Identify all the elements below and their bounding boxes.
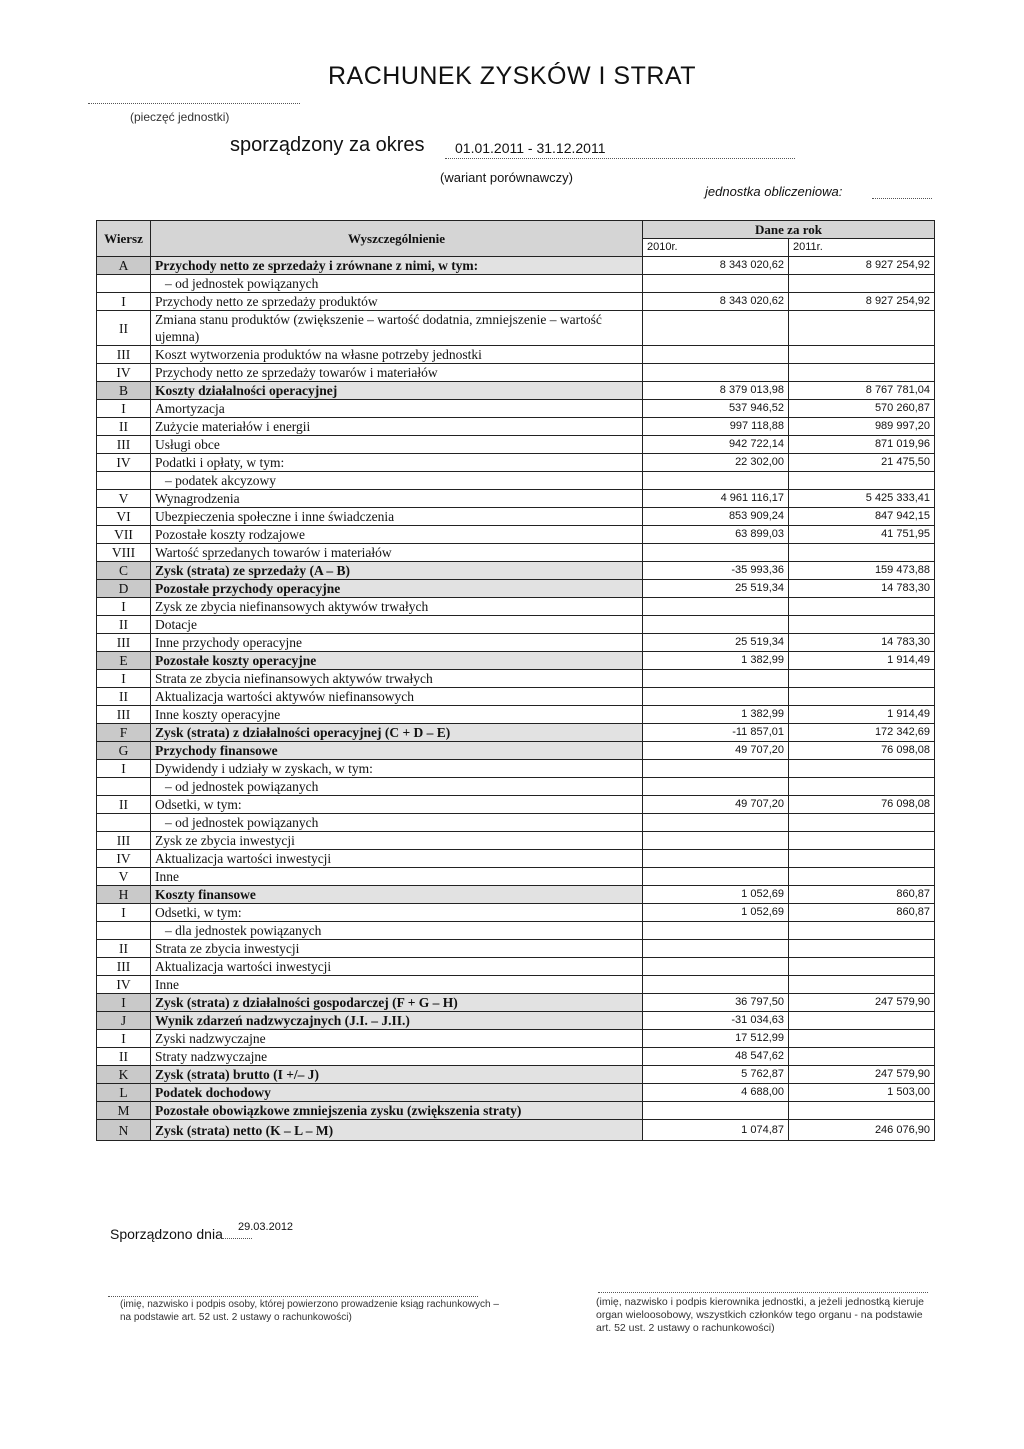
row-description: Pozostałe koszty rodzajowe <box>151 526 643 544</box>
row-value-2010: 1 052,69 <box>643 904 789 922</box>
row-value-2011: 159 473,88 <box>789 562 935 580</box>
row-value-2010: 1 074,87 <box>643 1120 789 1141</box>
seal-label: (pieczęć jednostki) <box>130 110 230 124</box>
document-title: RACHUNEK ZYSKÓW I STRAT <box>327 62 696 90</box>
row-description: Pozostałe koszty operacyjne <box>151 652 643 670</box>
row-value-2011: 860,87 <box>789 886 935 904</box>
row-value-2011 <box>789 1048 935 1066</box>
row-value-2010 <box>643 778 789 796</box>
row-number <box>97 275 151 293</box>
row-value-2010 <box>643 311 789 346</box>
row-description: Inne przychody operacyjne <box>151 634 643 652</box>
row-value-2011 <box>789 364 935 382</box>
table-row <box>97 580 935 598</box>
table-row <box>97 257 935 275</box>
row-number: C <box>97 562 151 580</box>
table-row <box>97 490 935 508</box>
row-description: Zużycie materiałów i energii <box>151 418 643 436</box>
row-number: III <box>97 634 151 652</box>
row-value-2011: 76 098,08 <box>789 742 935 760</box>
row-number: IV <box>97 454 151 472</box>
row-description: Inne <box>151 868 643 886</box>
table-row <box>97 760 935 778</box>
row-number: III <box>97 706 151 724</box>
row-value-2010: 48 547,62 <box>643 1048 789 1066</box>
row-description: Ubezpieczenia społeczne i inne świadczenia <box>151 508 643 526</box>
table-row <box>97 400 935 418</box>
row-description: Strata ze zbycia niefinansowych aktywów trwałych <box>151 670 643 688</box>
table-row <box>97 778 935 796</box>
row-description: Aktualizacja wartości inwestycji <box>151 850 643 868</box>
row-number: II <box>97 418 151 436</box>
row-description: Odsetki, w tym: <box>151 904 643 922</box>
row-value-2010 <box>643 850 789 868</box>
row-number: VI <box>97 508 151 526</box>
col-header-description: Wyszczególnienie <box>151 221 643 257</box>
col-header-year-2010: 2010r. <box>643 239 789 257</box>
row-value-2010: 853 909,24 <box>643 508 789 526</box>
period-label: sporządzony za okres <box>230 134 425 156</box>
row-value-2011 <box>789 976 935 994</box>
row-value-2010: 4 961 116,17 <box>643 490 789 508</box>
table-row <box>97 976 935 994</box>
table-row <box>97 724 935 742</box>
table-row <box>97 634 935 652</box>
row-value-2010 <box>643 346 789 364</box>
table-row <box>97 454 935 472</box>
row-value-2011 <box>789 832 935 850</box>
row-value-2011 <box>789 670 935 688</box>
row-value-2010: 17 512,99 <box>643 1030 789 1048</box>
row-number: VII <box>97 526 151 544</box>
row-description: Strata ze zbycia inwestycji <box>151 940 643 958</box>
row-number: III <box>97 832 151 850</box>
row-value-2010: 997 118,88 <box>643 418 789 436</box>
row-number: III <box>97 436 151 454</box>
row-description: Przychody netto ze sprzedaży i zrównane z nimi, w tym: <box>151 257 643 275</box>
row-value-2011: 5 425 333,41 <box>789 490 935 508</box>
row-value-2010 <box>643 544 789 562</box>
table-row <box>97 670 935 688</box>
table-row <box>97 922 935 940</box>
row-number: II <box>97 940 151 958</box>
row-number: M <box>97 1102 151 1120</box>
row-description: Zmiana stanu produktów (zwiększenie – wartość dodatnia, zmniejszenie – wartość ujemna) <box>151 311 643 346</box>
row-value-2010 <box>643 832 789 850</box>
row-number: III <box>97 346 151 364</box>
seal-dotted-line <box>88 103 300 104</box>
row-description: Aktualizacja wartości inwestycji <box>151 958 643 976</box>
row-value-2010: 537 946,52 <box>643 400 789 418</box>
period-value: 01.01.2011 - 31.12.2011 <box>455 140 606 156</box>
row-value-2011: 14 783,30 <box>789 634 935 652</box>
row-value-2010 <box>643 868 789 886</box>
row-value-2010: -35 993,36 <box>643 562 789 580</box>
row-value-2011: 41 751,95 <box>789 526 935 544</box>
row-value-2010: 8 343 020,62 <box>643 293 789 311</box>
row-description: Zysk ze zbycia inwestycji <box>151 832 643 850</box>
table-row <box>97 940 935 958</box>
row-number: G <box>97 742 151 760</box>
row-description: Koszt wytworzenia produktów na własne potrzeby jednostki <box>151 346 643 364</box>
row-value-2011: 860,87 <box>789 904 935 922</box>
table-row <box>97 418 935 436</box>
row-description: Aktualizacja wartości aktywów niefinansowych <box>151 688 643 706</box>
signature-line-manager <box>598 1292 928 1293</box>
row-value-2010: 22 302,00 <box>643 454 789 472</box>
table-row <box>97 1066 935 1084</box>
row-value-2010 <box>643 364 789 382</box>
prepared-dotted-line <box>222 1238 252 1239</box>
table-row <box>97 364 935 382</box>
row-value-2011: 247 579,90 <box>789 1066 935 1084</box>
row-value-2011: 247 579,90 <box>789 994 935 1012</box>
row-description: Przychody finansowe <box>151 742 643 760</box>
row-number: I <box>97 400 151 418</box>
row-description: Zysk ze zbycia niefinansowych aktywów trwałych <box>151 598 643 616</box>
row-number: II <box>97 616 151 634</box>
row-value-2011: 14 783,30 <box>789 580 935 598</box>
row-description: Pozostałe obowiązkowe zmniejszenia zysku (zwiększenia straty) <box>151 1102 643 1120</box>
table-row <box>97 508 935 526</box>
table-row <box>97 1084 935 1102</box>
row-value-2010 <box>643 940 789 958</box>
row-number: B <box>97 382 151 400</box>
col-header-row: Wiersz <box>97 221 151 257</box>
row-description: Inne koszty operacyjne <box>151 706 643 724</box>
row-number <box>97 472 151 490</box>
row-value-2010: 36 797,50 <box>643 994 789 1012</box>
row-description: Dotacje <box>151 616 643 634</box>
row-value-2010 <box>643 275 789 293</box>
table-row <box>97 706 935 724</box>
row-number <box>97 778 151 796</box>
row-number: III <box>97 958 151 976</box>
row-value-2010 <box>643 688 789 706</box>
variant-label: (wariant porównawczy) <box>440 170 573 185</box>
table-row <box>97 886 935 904</box>
row-value-2011 <box>789 346 935 364</box>
row-value-2011: 570 260,87 <box>789 400 935 418</box>
row-value-2010: 25 519,34 <box>643 580 789 598</box>
row-value-2010 <box>643 760 789 778</box>
row-number: A <box>97 257 151 275</box>
table-row <box>97 1120 935 1141</box>
row-description: Straty nadzwyczajne <box>151 1048 643 1066</box>
row-value-2011 <box>789 311 935 346</box>
table-row <box>97 868 935 886</box>
table-row <box>97 1030 935 1048</box>
row-number: II <box>97 796 151 814</box>
row-description: Podatek dochodowy <box>151 1084 643 1102</box>
table-row <box>97 994 935 1012</box>
row-value-2011 <box>789 868 935 886</box>
table-row <box>97 526 935 544</box>
row-value-2010: 49 707,20 <box>643 796 789 814</box>
table-header-row-1 <box>97 221 935 239</box>
row-value-2011: 1 914,49 <box>789 706 935 724</box>
row-number: V <box>97 490 151 508</box>
row-value-2011 <box>789 922 935 940</box>
row-value-2010: 49 707,20 <box>643 742 789 760</box>
row-value-2011 <box>789 760 935 778</box>
row-number: I <box>97 760 151 778</box>
row-description: Zysk (strata) brutto (I +/– J) <box>151 1066 643 1084</box>
prepared-date: 29.03.2012 <box>238 1221 294 1233</box>
row-description: Zysk (strata) z działalności gospodarczej (F + G – H) <box>151 994 643 1012</box>
row-value-2011 <box>789 1012 935 1030</box>
row-value-2011: 21 475,50 <box>789 454 935 472</box>
row-description: Podatki i opłaty, w tym: <box>151 454 643 472</box>
row-description: – od jednostek powiązanych <box>151 778 643 796</box>
row-description: Przychody netto ze sprzedaży produktów <box>151 293 643 311</box>
table-row <box>97 275 935 293</box>
row-value-2010: 8 379 013,98 <box>643 382 789 400</box>
row-value-2010: -31 034,63 <box>643 1012 789 1030</box>
row-value-2011 <box>789 688 935 706</box>
row-value-2010 <box>643 670 789 688</box>
table-row <box>97 1012 935 1030</box>
table-row <box>97 544 935 562</box>
row-value-2010 <box>643 616 789 634</box>
row-description: Koszty finansowe <box>151 886 643 904</box>
table-row <box>97 293 935 311</box>
signature-line-accountant <box>108 1296 478 1297</box>
row-description: Koszty działalności operacyjnej <box>151 382 643 400</box>
table-row <box>97 436 935 454</box>
row-number: J <box>97 1012 151 1030</box>
table-row <box>97 1048 935 1066</box>
row-description: Wynagrodzenia <box>151 490 643 508</box>
row-number: II <box>97 1048 151 1066</box>
table-row <box>97 814 935 832</box>
row-number: E <box>97 652 151 670</box>
row-value-2010 <box>643 472 789 490</box>
row-description: – podatek akcyzowy <box>151 472 643 490</box>
row-number: II <box>97 311 151 346</box>
row-value-2010 <box>643 958 789 976</box>
table-row <box>97 652 935 670</box>
row-number: D <box>97 580 151 598</box>
table-row <box>97 382 935 400</box>
row-value-2010: 8 343 020,62 <box>643 257 789 275</box>
row-number: VIII <box>97 544 151 562</box>
col-header-data: Dane za rok <box>643 221 935 239</box>
table-row <box>97 850 935 868</box>
unit-dotted-line <box>872 198 932 199</box>
row-description: Zyski nadzwyczajne <box>151 1030 643 1048</box>
row-value-2011 <box>789 1030 935 1048</box>
row-value-2011 <box>789 940 935 958</box>
row-number: I <box>97 598 151 616</box>
row-value-2011: 246 076,90 <box>789 1120 935 1141</box>
row-value-2010: 4 688,00 <box>643 1084 789 1102</box>
row-value-2011: 8 927 254,92 <box>789 293 935 311</box>
table-row <box>97 1102 935 1120</box>
row-description: Zysk (strata) netto (K – L – M) <box>151 1120 643 1141</box>
row-number <box>97 814 151 832</box>
row-value-2010: 5 762,87 <box>643 1066 789 1084</box>
row-description: Odsetki, w tym: <box>151 796 643 814</box>
prepared-label: Sporządzono dnia <box>110 1226 223 1242</box>
row-number: V <box>97 868 151 886</box>
row-value-2011: 76 098,08 <box>789 796 935 814</box>
row-value-2011 <box>789 1102 935 1120</box>
row-value-2011 <box>789 778 935 796</box>
row-description: – od jednostek powiązanych <box>151 275 643 293</box>
row-value-2010 <box>643 922 789 940</box>
table-row <box>97 742 935 760</box>
row-number <box>97 922 151 940</box>
table-row <box>97 311 935 346</box>
signature-caption-manager: (imię, nazwisko i podpis kierownika jednostki, a jeżeli jednostką kieruje organ wieloosobowy, wszystkich członków tego organu - na podstawie art. 52 ust. 2 ustawy o rachunkowości) <box>596 1296 924 1334</box>
row-value-2010 <box>643 1102 789 1120</box>
row-description: Zysk (strata) z działalności operacyjnej (C + D – E) <box>151 724 643 742</box>
row-description: Przychody netto ze sprzedaży towarów i materiałów <box>151 364 643 382</box>
row-description: – dla jednostek powiązanych <box>151 922 643 940</box>
row-value-2010: 942 722,14 <box>643 436 789 454</box>
row-value-2011: 8 927 254,92 <box>789 257 935 275</box>
row-description: – od jednostek powiązanych <box>151 814 643 832</box>
row-value-2011: 847 942,15 <box>789 508 935 526</box>
table-row <box>97 688 935 706</box>
row-value-2010: 25 519,34 <box>643 634 789 652</box>
row-value-2010: 63 899,03 <box>643 526 789 544</box>
row-value-2011 <box>789 472 935 490</box>
row-value-2011 <box>789 814 935 832</box>
row-value-2011: 1 914,49 <box>789 652 935 670</box>
col-header-year-2011: 2011r. <box>789 239 935 257</box>
row-number: II <box>97 688 151 706</box>
row-description: Amortyzacja <box>151 400 643 418</box>
row-number: IV <box>97 976 151 994</box>
row-value-2011 <box>789 958 935 976</box>
row-number: L <box>97 1084 151 1102</box>
row-value-2011: 172 342,69 <box>789 724 935 742</box>
income-statement-table <box>96 220 935 1141</box>
table-row <box>97 472 935 490</box>
row-description: Inne <box>151 976 643 994</box>
row-description: Usługi obce <box>151 436 643 454</box>
row-number: N <box>97 1120 151 1141</box>
table-row <box>97 796 935 814</box>
unit-label: jednostka obliczeniowa: <box>705 184 843 199</box>
row-value-2011 <box>789 850 935 868</box>
table-row <box>97 562 935 580</box>
period-dotted-line <box>445 158 795 159</box>
row-value-2010 <box>643 598 789 616</box>
row-value-2010: 1 052,69 <box>643 886 789 904</box>
row-description: Zysk (strata) ze sprzedaży (A – B) <box>151 562 643 580</box>
row-number: H <box>97 886 151 904</box>
row-value-2011: 989 997,20 <box>789 418 935 436</box>
row-number: I <box>97 1030 151 1048</box>
row-description: Wartość sprzedanych towarów i materiałów <box>151 544 643 562</box>
row-number: I <box>97 994 151 1012</box>
table-row <box>97 904 935 922</box>
row-number: I <box>97 293 151 311</box>
row-description: Dywidendy i udziały w zyskach, w tym: <box>151 760 643 778</box>
row-number: I <box>97 670 151 688</box>
row-number: IV <box>97 850 151 868</box>
row-value-2011: 1 503,00 <box>789 1084 935 1102</box>
table-row <box>97 832 935 850</box>
row-value-2011: 871 019,96 <box>789 436 935 454</box>
table-row <box>97 958 935 976</box>
row-value-2011 <box>789 616 935 634</box>
row-value-2010: 1 382,99 <box>643 652 789 670</box>
row-number: I <box>97 904 151 922</box>
row-number: K <box>97 1066 151 1084</box>
row-number: F <box>97 724 151 742</box>
row-value-2010: 1 382,99 <box>643 706 789 724</box>
row-number: IV <box>97 364 151 382</box>
row-value-2010 <box>643 976 789 994</box>
table-row <box>97 598 935 616</box>
row-description: Wynik zdarzeń nadzwyczajnych (J.I. – J.II.) <box>151 1012 643 1030</box>
row-value-2011 <box>789 544 935 562</box>
signature-caption-accountant: (imię, nazwisko i podpis osoby, której powierzono prowadzenie ksiąg rachunkowych – na podstawie art. 52 ust. 2 ustawy o rachunkowości) <box>120 1299 499 1323</box>
table-row <box>97 346 935 364</box>
row-value-2011 <box>789 598 935 616</box>
table-row <box>97 616 935 634</box>
row-value-2011: 8 767 781,04 <box>789 382 935 400</box>
row-value-2010: -11 857,01 <box>643 724 789 742</box>
row-value-2010 <box>643 814 789 832</box>
row-description: Pozostałe przychody operacyjne <box>151 580 643 598</box>
row-value-2011 <box>789 275 935 293</box>
